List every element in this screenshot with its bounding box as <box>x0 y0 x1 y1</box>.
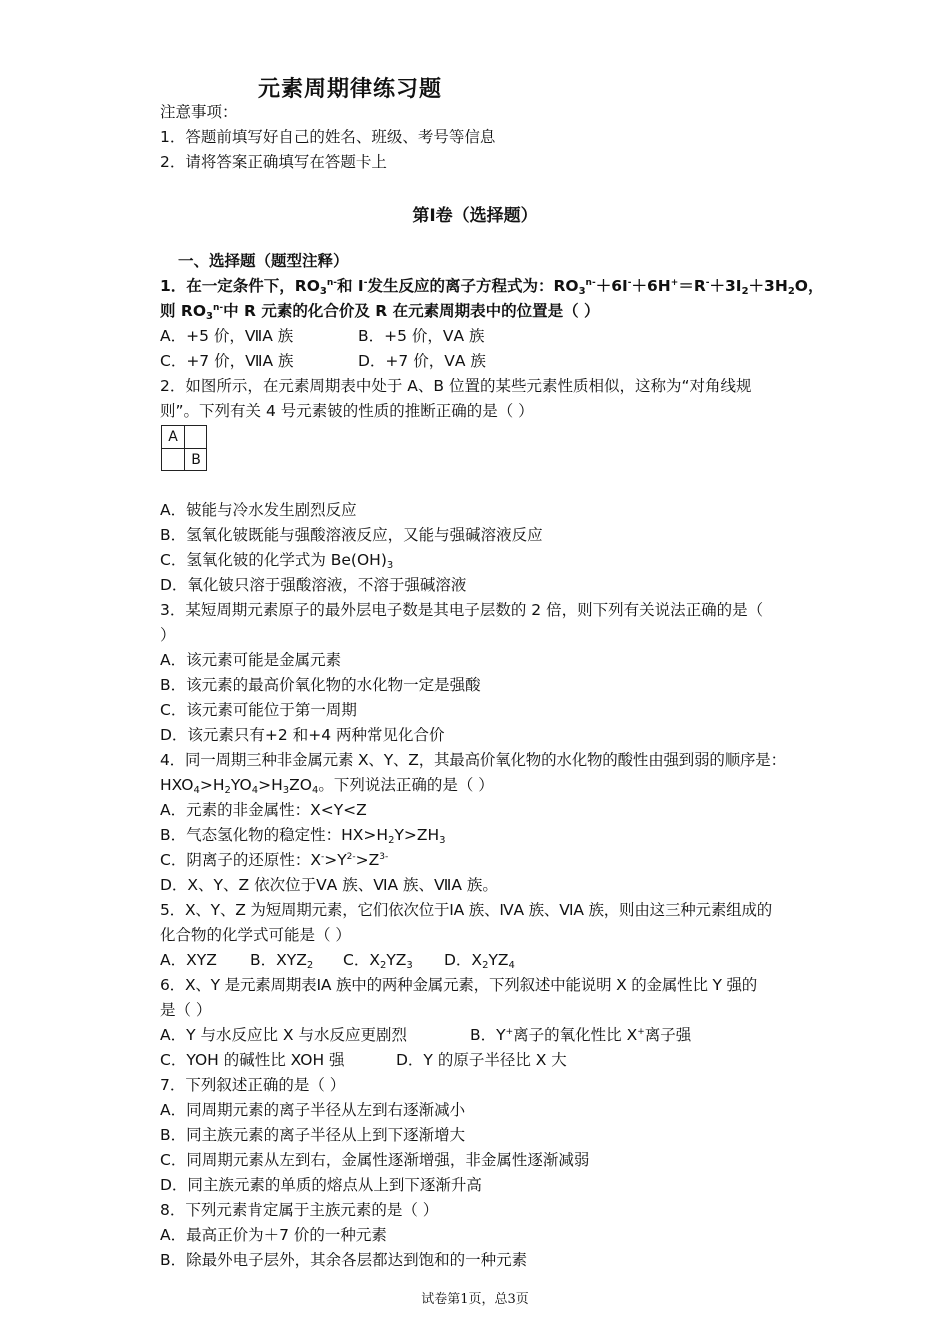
q6-option-c: C．YOH 的碱性比 XOH 强 <box>160 1051 345 1069</box>
q7-option-b: B．同主族元素的离子半径从上到下逐渐增大 <box>160 1126 466 1144</box>
q6-option-d: D．Y 的原子半径比 X 大 <box>396 1051 567 1069</box>
q1-option-a: A．+5 价，ⅦA 族 <box>160 327 294 345</box>
q2-option-b: B．氢氧化铍既能与强酸溶液反应，又能与强碱溶液反应 <box>160 526 543 544</box>
periodic-diagonal-diagram <box>161 425 207 471</box>
q2-stem-line-2: 则”。下列有关 4 号元素铍的性质的推断正确的是（ ） <box>160 402 534 420</box>
notice-heading: 注意事项： <box>160 103 238 121</box>
q5-option-d: D．$X_2YZ_4$ <box>444 951 515 971</box>
q8-stem: 8．下列元素肯定属于主族元素的是（ ） <box>160 1201 439 1219</box>
q4-option-a: A．元素的非金属性：X<Y<Z <box>160 801 367 819</box>
q2-option-d: D．氧化铍只溶于强酸溶液，不溶于强碱溶液 <box>160 576 467 594</box>
q6-stem-line-2: 是（ ） <box>160 1001 212 1019</box>
q1-option-d: D．+7 价，ⅤA 族 <box>358 352 486 370</box>
notice-item-2: 2．请将答案正确填写在答题卡上 <box>160 153 387 171</box>
page-title: 元素周期律练习题 <box>258 76 443 102</box>
q1-option-c: C．+7 价，ⅦA 族 <box>160 352 294 370</box>
q3-option-a: A．该元素可能是金属元素 <box>160 651 342 669</box>
q5-option-c: C．$X_2YZ_3$ <box>343 951 413 971</box>
notice-item-1: 1．答题前填写好自己的姓名、班级、考号等信息 <box>160 128 496 146</box>
q6-option-a: A．Y 与水反应比 X 与水反应更剧烈 <box>160 1026 407 1044</box>
q4-stem-line-1: 4．同一周期三种非金属元素 X、Y、Z，其最高价氧化物的水化物的酸性由强到弱的顺序是： <box>160 751 786 769</box>
q7-stem: 7．下列叙述正确的是（ ） <box>160 1076 346 1094</box>
q1-stem-line-2: 则 $RO_3^{n-}$中 R 元素的化合价及 R 在元素周期表中的位置是（ ） <box>160 302 600 322</box>
q5-stem-line-2: 化合物的化学式可能是（ ） <box>160 926 351 944</box>
q5-option-b: B．$XYZ_2$ <box>250 951 314 971</box>
q3-option-c: C．该元素可能位于第一周期 <box>160 701 357 719</box>
q3-stem-line-1: 3．某短周期元素原子的最外层电子数是其电子层数的 2 倍，则下列有关说法正确的是（ <box>160 601 764 619</box>
q7-option-c: C．同周期元素从左到右，金属性逐渐增强，非金属性逐渐减弱 <box>160 1151 590 1169</box>
grid-cell-a: A <box>168 429 178 445</box>
q4-option-b: B．气态氢化物的稳定性：$HX>H_2Y>ZH_3$ <box>160 826 446 846</box>
q4-option-c: C．阴离子的还原性：$X^->Y^{2-}>Z^{3-}$ <box>160 851 389 869</box>
q2-option-c: C．氢氧化铍的化学式为 $Be(OH)_3$ <box>160 551 394 571</box>
q1-option-b: B．+5 价，ⅤA 族 <box>358 327 485 345</box>
q6-option-b: B．Y+离子的氧化性比 X+离子强 <box>470 1026 692 1044</box>
q5-stem-line-1: 5．X、Y、Z 为短周期元素，它们依次位于ⅠA 族、ⅣA 族、ⅥA 族，则由这三种元素组成的 <box>160 901 773 919</box>
page-footer: 试卷第1页，总3页 <box>421 1292 529 1307</box>
q2-option-a: A．铍能与冷水发生剧烈反应 <box>160 501 357 519</box>
q2-stem-line-1: 2．如图所示，在元素周期表中处于 A、B 位置的某些元素性质相似，这称为“对角线规 <box>160 377 752 395</box>
q5-option-a: A．XYZ <box>160 951 217 969</box>
volume-title: 第Ⅰ卷（选择题） <box>412 206 538 226</box>
q8-option-a: A．最高正价为＋7 价的一种元素 <box>160 1226 387 1244</box>
q3-option-d: D．该元素只有+2 和+4 两种常见化合价 <box>160 726 445 744</box>
q6-stem-line-1: 6．X、Y 是元素周期表ⅠA 族中的两种金属元素，下列叙述中能说明 X 的金属性比 Y 强的 <box>160 976 758 994</box>
q8-option-b: B．除最外电子层外，其余各层都达到饱和的一种元素 <box>160 1251 528 1269</box>
section-title: 一、选择题（题型注释） <box>178 252 349 270</box>
q7-option-a: A．同周期元素的离子半径从左到右逐渐减小 <box>160 1101 466 1119</box>
q3-option-b: B．该元素的最高价氧化物的水化物一定是强酸 <box>160 676 481 694</box>
q7-option-d: D．同主族元素的单质的熔点从上到下逐渐升高 <box>160 1176 482 1194</box>
q4-stem-line-2: $HXO_4>H_2YO_4>H_3ZO_4$。下列说法正确的是（ ） <box>160 776 494 796</box>
q3-stem-line-2: ） <box>160 626 176 644</box>
q4-option-d: D．X、Y、Z 依次位于ⅤA 族、ⅥA 族、ⅦA 族。 <box>160 876 498 894</box>
q1-stem-line-1: 1．在一定条件下，$RO_3^{n-}$和 I-发生反应的离子方程式为：$RO_3^{n-}+6I^-+6H^+=R^-+3I_2+3H_2O$， <box>160 277 824 297</box>
grid-cell-b: B <box>191 452 201 468</box>
